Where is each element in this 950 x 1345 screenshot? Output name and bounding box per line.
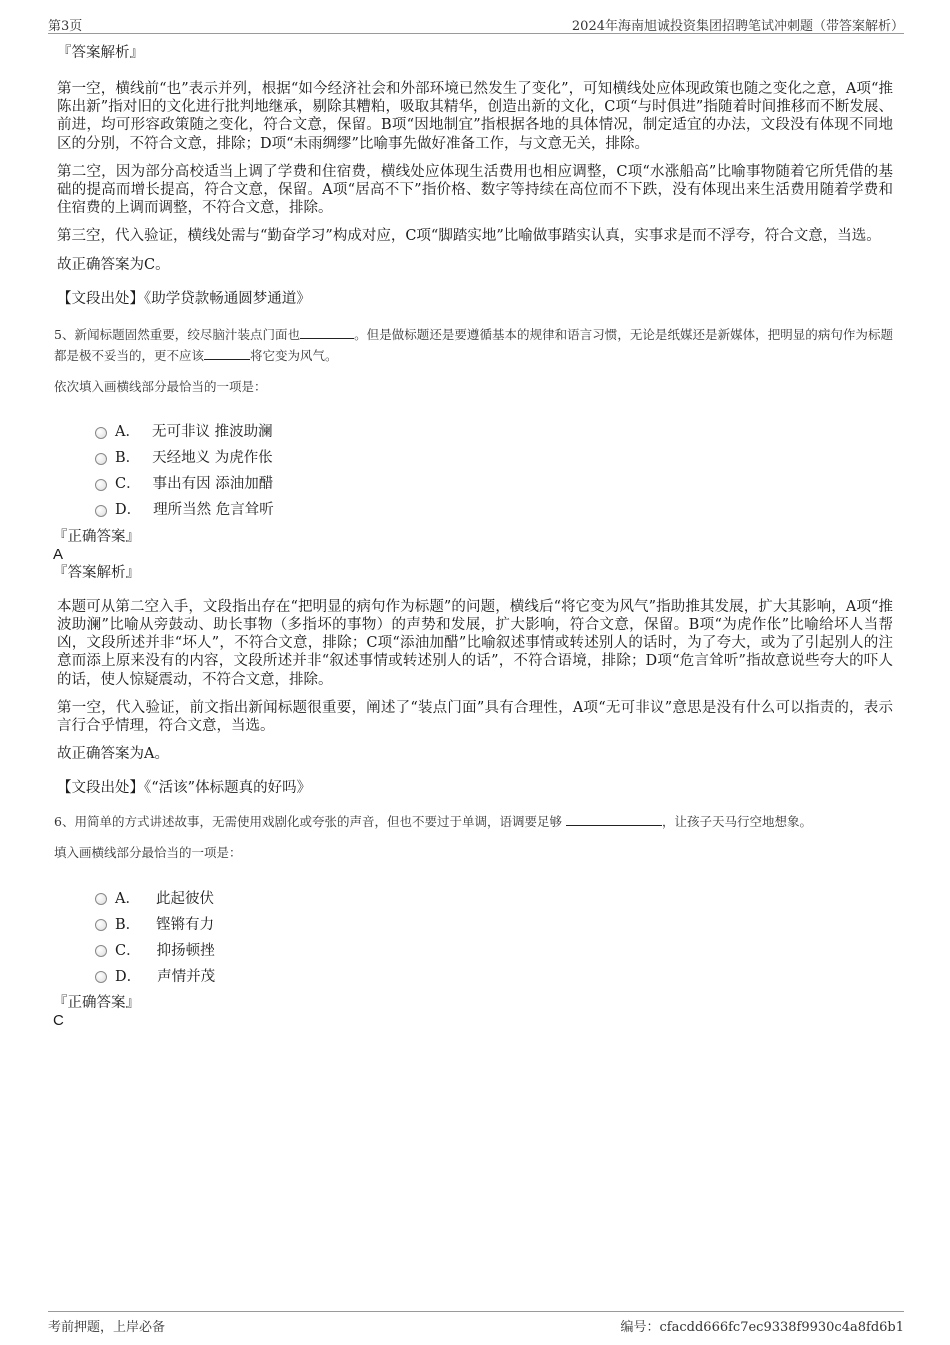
page-content <box>53 44 893 1030</box>
option-a[interactable] <box>95 418 893 444</box>
correct-answer-heading: 『正确答案』 <box>53 528 140 545</box>
correct-answer: C <box>53 1012 64 1030</box>
radio-button[interactable] <box>95 945 107 957</box>
option-c[interactable] <box>95 470 893 496</box>
option-d[interactable] <box>95 496 893 522</box>
analysis-paragraph: 本题可从第二空入手，文段指出存在“把明显的病句作为标题”的问题，横线后“将它变为风气”指助推其发展，扩大其影响，A项“推波助澜”比喻从旁鼓动、助长事物（多指坏的事物）的声势和发展，扩大影响，符合文意，保留。B项“为虎作伥”比喻给坏人当帮凶，文段所述并非“坏人”，不符合文意，排除；C项“添油加醋”比喻叙述事情或转述别人的话时，为了夸大，或为了引起别人的注意而添上原来没有的内容，文段所述并非“叙述事情或转述别人的话”，不符合语境，排除；D项“危言耸听”指故意说些夸大的吓人的话，使人惊疑震动，不符合文意，排除。 <box>57 598 893 688</box>
question-text: 新闻标题固然重要，绞尽脑汁装点门面也 <box>74 326 301 342</box>
option-letter: B． <box>115 450 141 467</box>
question-text: 将它变为风气。 <box>250 347 338 363</box>
fill-blank <box>204 347 250 360</box>
option-text: 抑扬顿挫 <box>156 942 215 959</box>
analysis-paragraph: 第三空，代入验证，横线处需与“勤奋学习”构成对应，C项“脚踏实地”比喻做事踏实认真，实事求是而不浮夸，符合文意，当选。 <box>57 228 881 245</box>
analysis-heading: 『答案解析』 <box>53 564 140 581</box>
answer-conclusion: 故正确答案为C。 <box>57 256 170 273</box>
radio-button[interactable] <box>95 479 107 491</box>
radio-button[interactable] <box>95 427 107 439</box>
document-title: 2024年海南旭诚投资集团招聘笔试冲刺题（带答案解析） <box>571 19 904 34</box>
question-number: 6、 <box>54 814 75 830</box>
option-letter: C． <box>115 942 141 959</box>
analysis-paragraph: 第一空，横线前“也”表示并列，根据“如今经济社会和外部环境已然发生了变化”，可知横线处应体现政策也随之变化之意，A项“推陈出新”指对旧的文化进行批判地继承，剔除其糟粕，吸取其精华，创造出新的文化，C项“与时俱进”指随着时间推移而不断发展、前进，均可形容政策随之变化，符合文意，保留。B项“因地制宜”指根据各地的具体情况，制定适宜的办法，文段没有体现不同地区的分别，不符合文意，排除；D项“未雨绸缪”比喻事先做好准备工作，与文意无关，排除。 <box>57 81 893 152</box>
analysis-paragraph: 第一空，代入验证，前文指出新闻标题很重要，阐述了“装点门面”具有合理性，A项“无可非议”意思是没有什么可以指责的，表示言行合乎情理，符合文意，当选。 <box>57 699 893 735</box>
option-letter: B． <box>115 916 141 933</box>
question-instruction: 依次填入画横线部分最恰当的一项是： <box>54 378 267 394</box>
option-text: 此起彼伏 <box>155 890 214 907</box>
question-text: ，让孩子天马行空地想象。 <box>661 814 812 830</box>
radio-button[interactable] <box>95 919 107 931</box>
question-instruction: 填入画横线部分最恰当的一项是： <box>54 845 242 861</box>
option-letter: A． <box>115 424 140 441</box>
page-number: 第3页 <box>48 19 83 34</box>
option-text: 铿锵有力 <box>156 916 215 933</box>
correct-answer-heading: 『正确答案』 <box>53 995 140 1012</box>
options-list <box>95 418 893 522</box>
question-6 <box>54 811 893 832</box>
option-letter: D． <box>115 968 142 985</box>
option-letter: D． <box>115 502 142 519</box>
question-text: 用简单的方式讲述故事，无需使用戏剧化或夸张的声音，但也不要过于单调，语调要足够 <box>74 814 562 830</box>
option-letter: C． <box>115 476 141 493</box>
option-text: 理所当然 危言耸听 <box>153 502 274 519</box>
correct-answer: A <box>53 545 64 563</box>
document-serial: 编号：cfacdd666fc7ec9338f9930c4a8fd6b1 <box>620 1320 904 1335</box>
option-text: 天经地义 为虎作伥 <box>152 450 273 467</box>
option-text: 事出有因 添油加醋 <box>152 476 274 493</box>
analysis-heading: 『答案解析』 <box>57 45 144 61</box>
option-b[interactable] <box>95 910 893 936</box>
options-list <box>95 884 893 988</box>
question-5 <box>54 324 893 366</box>
option-c[interactable] <box>95 936 893 962</box>
radio-button[interactable] <box>95 505 107 517</box>
radio-button[interactable] <box>95 453 107 465</box>
page-footer <box>48 1311 904 1335</box>
source-citation: 【文段出处】《“活该”体标题真的好吗》 <box>57 780 312 797</box>
analysis-paragraph: 第二空，因为部分高校适当上调了学费和住宿费，横线处应体现生活费用也相应调整，C项“水涨船高”比喻事物随着它所凭借的基础的提高而增长提高，符合文意，保留。A项“居高不下”指价格、数字等持续在高位而不下跌，没有体现出来生活费用随着学费和住宿费的上调而调整，不符合文意，排除。 <box>57 163 893 217</box>
option-b[interactable] <box>95 444 893 470</box>
page-header <box>48 14 904 34</box>
fill-blank <box>566 813 662 826</box>
fill-blank <box>300 326 354 339</box>
option-text: 声情并茂 <box>157 968 216 985</box>
question-number: 5、 <box>54 326 75 342</box>
source-citation: 【文段出处】《助学贷款畅通圆梦通道》 <box>57 290 311 307</box>
option-a[interactable] <box>95 884 893 910</box>
radio-button[interactable] <box>95 971 107 983</box>
option-letter: A． <box>115 890 140 907</box>
footer-slogan: 考前押题，上岸必备 <box>48 1320 166 1335</box>
question-text: 。但是做标题还是要遵循基本的规律和语言习惯，无论是纸媒还是新媒体，把明显的病句作为标题都是极不妥当的，更不应该 <box>54 326 893 363</box>
radio-button[interactable] <box>95 893 107 905</box>
option-text: 无可非议 推波助澜 <box>151 424 273 441</box>
answer-conclusion: 故正确答案为A。 <box>57 746 169 763</box>
option-d[interactable] <box>95 962 893 988</box>
